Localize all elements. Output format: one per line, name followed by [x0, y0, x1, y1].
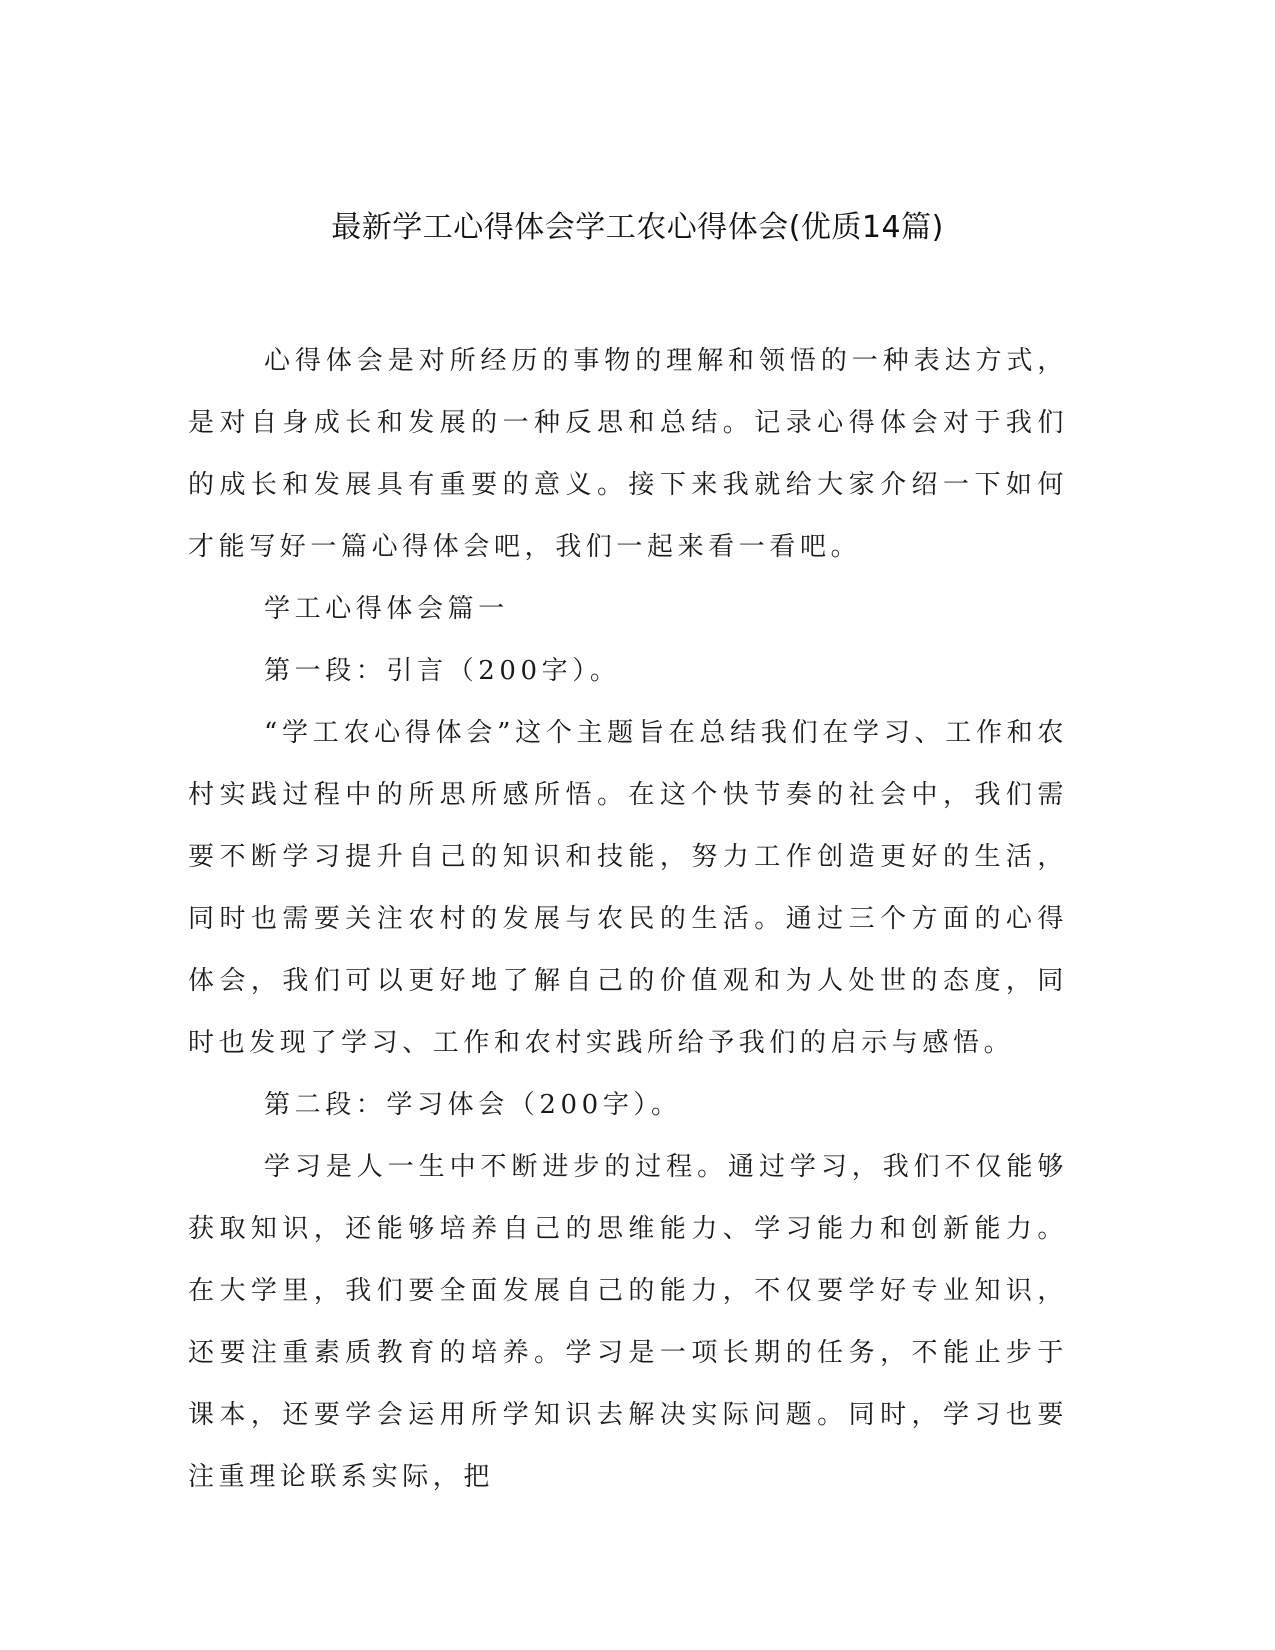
introduction-paragraph: “学工农心得体会”这个主题旨在总结我们在学习、工作和农村实践过程中的所思所感所悟。在这个快节奏的社会中，我们需要不断学习提升自己的知识和技能，努力工作创造更好的生活，同时也需要关注农村的发展与农民的生活。通过三个方面的心得体会，我们可以更好地了解自己的价值观和为人处世的态度，同时也发现了学习、工作和农村实践所给予我们的启示与感悟。 — [188, 718, 1068, 1058]
learning-paragraph: 学习是人一生中不断进步的过程。通过学习，我们不仅能够获取知识，还能够培养自己的思维能力、学习能力和创新能力。在大学里，我们要全面发展自己的能力，不仅要学好专业知识，还要注重素质教育的培养。学习是一项长期的任务，不能止步于课本，还要学会运用所学知识去解决实际问题。同时，学习也要注重理论联系实际，把 — [188, 1152, 1068, 1492]
subheading-learning: 第二段：学习体会（200字）。 — [264, 1090, 682, 1120]
intro-paragraph: 心得体会是对所经历的事物的理解和领悟的一种表达方式，是对自身成长和发展的一种反思和总结。记录心得体会对于我们的成长和发展具有重要的意义。接下来我就给大家介绍一下如何才能写好一篇心得体会吧，我们一起来看一看吧。 — [188, 346, 1068, 562]
section-heading-part-one: 学工心得体会篇一 — [264, 594, 509, 624]
document-body — [188, 330, 1068, 1508]
document-title: 最新学工心得体会学工农心得体会(优质14篇) — [331, 210, 944, 245]
subheading-introduction: 第一段：引言（200字）。 — [264, 656, 621, 686]
